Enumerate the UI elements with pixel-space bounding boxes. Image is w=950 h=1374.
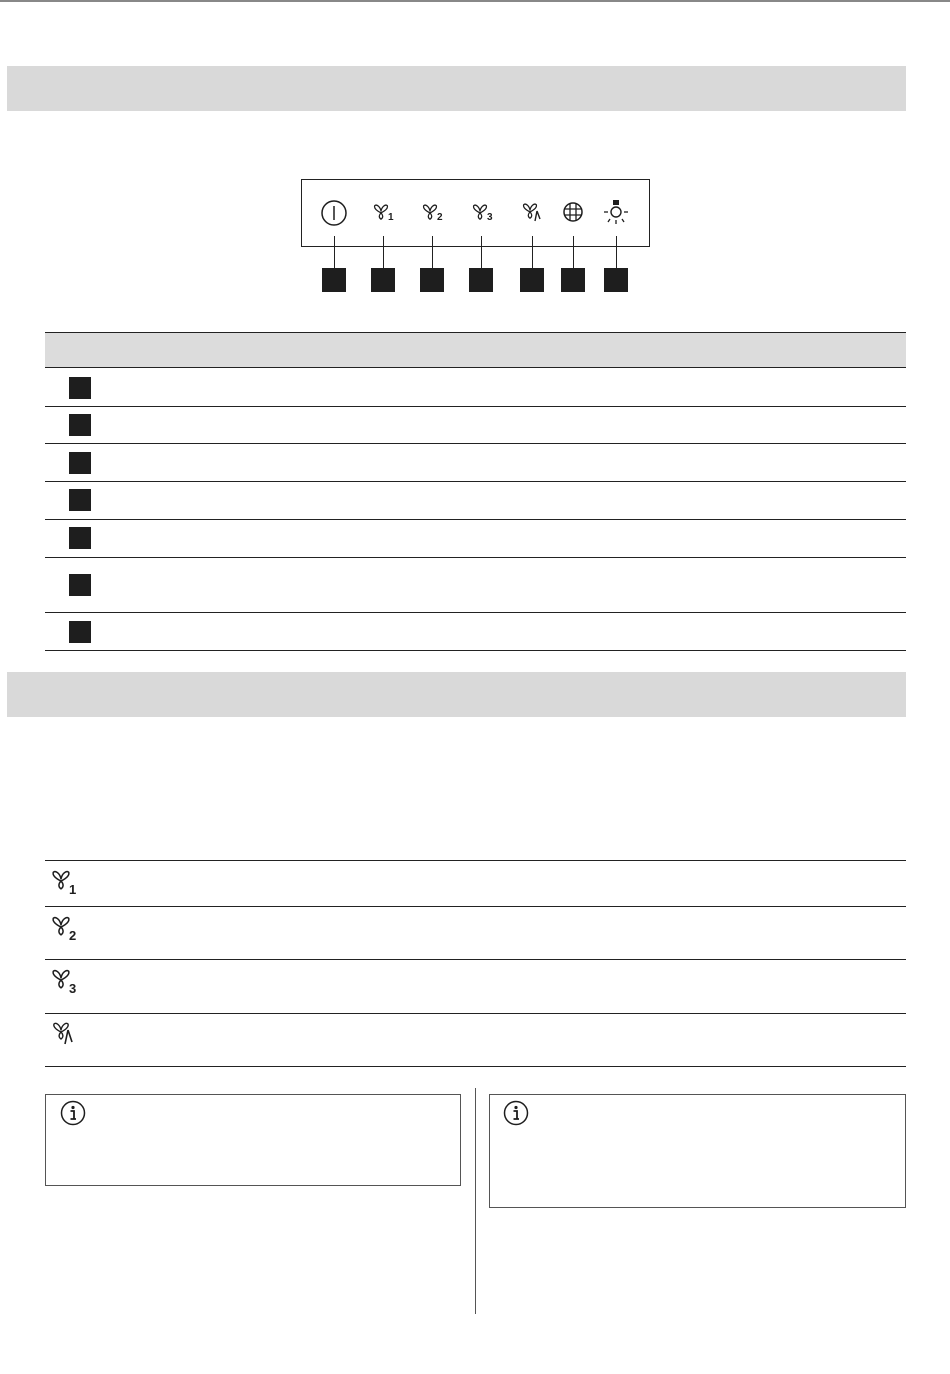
- table-row-divider: [45, 406, 906, 407]
- table-row-divider: [45, 557, 906, 558]
- speed-row-divider: [45, 906, 906, 907]
- fan-speed-3-icon: [470, 199, 498, 227]
- table-row-marker: [69, 489, 91, 511]
- callout-marker: [604, 268, 628, 292]
- section-header-bar-1: [7, 66, 906, 111]
- filter-icon: [560, 199, 588, 227]
- section-header-bar-2: [7, 672, 906, 717]
- callout-marker: [561, 268, 585, 292]
- table-row-marker: [69, 621, 91, 643]
- svg-text:2: 2: [69, 928, 77, 943]
- info-icon: [60, 1100, 86, 1126]
- callout-marker: [420, 268, 444, 292]
- table-row-divider: [45, 519, 906, 520]
- info-icon: [503, 1100, 529, 1126]
- callout-line: [334, 236, 335, 268]
- fan-intensive-icon: [519, 199, 547, 227]
- fan-intensive-icon: [48, 1020, 84, 1050]
- column-divider: [475, 1088, 476, 1314]
- svg-text:2: 2: [437, 212, 443, 223]
- callout-line: [532, 236, 533, 268]
- fan-speed-2-icon: [48, 913, 84, 943]
- info-box-right: [489, 1094, 906, 1208]
- table-row-divider: [45, 650, 906, 651]
- callout-marker: [371, 268, 395, 292]
- table-header: [45, 332, 906, 368]
- info-box-left: [45, 1094, 461, 1186]
- callout-line: [616, 236, 617, 268]
- svg-text:3: 3: [487, 212, 493, 223]
- light-icon: [602, 199, 630, 227]
- svg-text:3: 3: [69, 981, 77, 996]
- callout-marker: [469, 268, 493, 292]
- callout-marker: [520, 268, 544, 292]
- speed-row-divider: [45, 1066, 906, 1067]
- callout-line: [432, 236, 433, 268]
- on-off-icon: [320, 199, 348, 227]
- fan-speed-3-icon: [48, 966, 84, 996]
- callout-line: [481, 236, 482, 268]
- callout-line: [383, 236, 384, 268]
- fan-speed-1-icon: [371, 199, 399, 227]
- speed-row-divider: [45, 860, 906, 861]
- speed-row-divider: [45, 959, 906, 960]
- table-row-marker: [69, 377, 91, 399]
- table-row-divider: [45, 443, 906, 444]
- table-row-marker: [69, 414, 91, 436]
- svg-text:1: 1: [69, 882, 77, 897]
- fan-speed-1-icon: [48, 867, 84, 897]
- callout-marker: [322, 268, 346, 292]
- table-row-marker: [69, 574, 91, 596]
- table-row-divider: [45, 612, 906, 613]
- fan-speed-2-icon: [420, 199, 448, 227]
- table-row-divider: [45, 481, 906, 482]
- table-row-marker: [69, 527, 91, 549]
- top-rule: [0, 0, 950, 2]
- speed-row-divider: [45, 1013, 906, 1014]
- callout-line: [573, 236, 574, 268]
- svg-text:1: 1: [388, 212, 394, 223]
- table-row-marker: [69, 452, 91, 474]
